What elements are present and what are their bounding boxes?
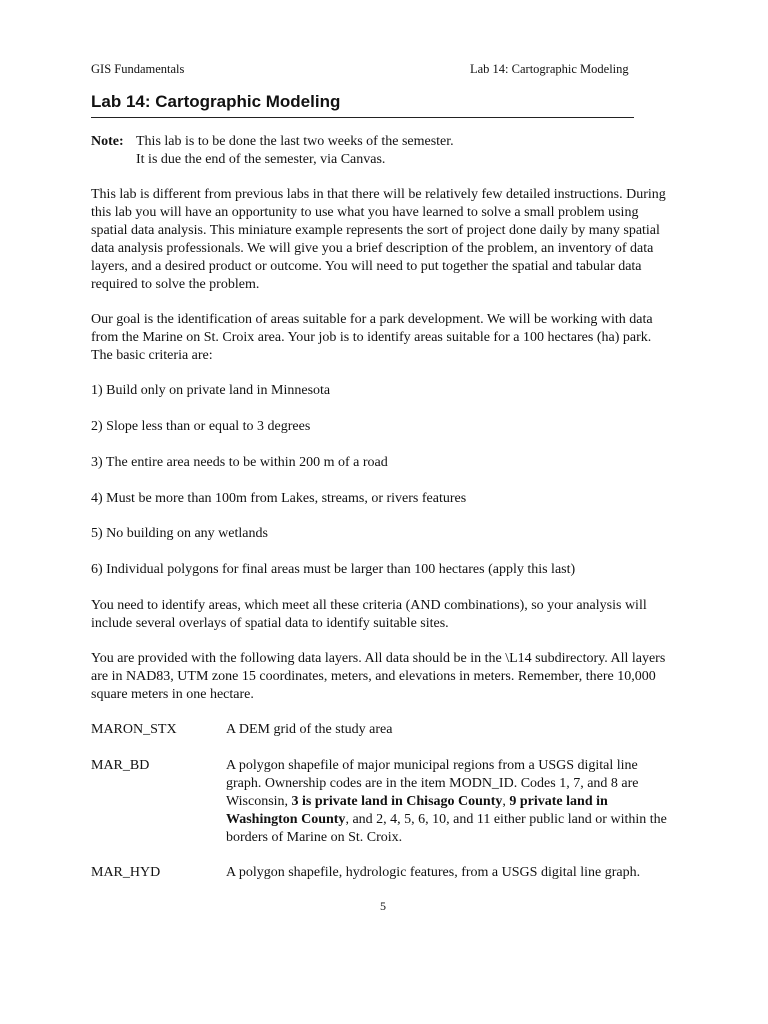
mar-bd-desc-part-e: , and 2, 4, 5, 6, 10, and 11 either public land or within the borders of Marine on St. Croix. [226, 812, 667, 845]
criterion-4: 4) Must be more than 100m from Lakes, streams, or rivers features [91, 491, 467, 506]
mar-bd-washington-highlight: 9 private land in Washington County [226, 794, 608, 827]
intro-paragraph: This lab is different from previous labs in that there will be relatively few detailed instructions. During this lab you will have an opportunity to use what you have learned to solve a small problem using spatial data analysis. This miniature example represents the sort of project done daily by many spatial data analysis professionals. We will give you a brief description of the problem, an inventory of data layers, and a desired product or outcome. You will need to put together the spatial and tabular data required to solve the problem. [91, 187, 666, 292]
mar-bd-desc-part-a: A polygon shapefile of major municipal regions from a USGS digital line graph. Ownership codes are in the item MODN_ID. Codes 1, 7, and 8 are Wisconsin, [226, 758, 639, 809]
criterion-3: 3) The entire area needs to be within 200 m of a road [91, 455, 388, 470]
running-header-right: Lab 14: Cartographic Modeling [470, 62, 629, 76]
note-line-2: It is due the end of the semester, via Canvas. [136, 152, 386, 167]
mar-bd-desc-part-c: , [502, 794, 510, 809]
layer-name-maron-stx: MARON_STX [91, 722, 177, 737]
layer-desc-maron-stx: A DEM grid of the study area [226, 722, 393, 737]
layer-name-mar-bd: MAR_BD [91, 758, 150, 773]
identify-paragraph: You need to identify areas, which meet all these criteria (AND combinations), so your analysis will include several overlays of spatial data to identify suitable sites. [91, 598, 647, 631]
criterion-2: 2) Slope less than or equal to 3 degrees [91, 419, 311, 434]
criterion-1: 1) Build only on private land in Minnesota [91, 383, 331, 398]
note-label: Note: [91, 134, 124, 149]
title-rule [91, 117, 634, 118]
layer-desc-mar-bd [226, 757, 676, 847]
goal-paragraph: Our goal is the identification of areas suitable for a park development. We will be working with data from the Marine on St. Croix area. Your job is to identify areas suitable for a 100 hectares (ha) park. The basic criteria are: [91, 312, 653, 363]
layer-name-mar-hyd: MAR_HYD [91, 865, 161, 880]
note-line-1: This lab is to be done the last two weeks of the semester. [136, 134, 454, 149]
layer-desc-mar-hyd: A polygon shapefile, hydrologic features, from a USGS digital line graph. [226, 865, 641, 880]
layers-intro-paragraph: You are provided with the following data layers. All data should be in the \L14 subdirectory. All layers are in NAD83, UTM zone 15 coordinates, meters, and elevations in meters. Remember, there 10,000 square meters in one hectare. [91, 651, 666, 702]
page-title: Lab 14: Cartographic Modeling [91, 92, 341, 111]
criterion-6: 6) Individual polygons for final areas must be larger than 100 hectares (apply this last) [91, 562, 576, 577]
criterion-5: 5) No building on any wetlands [91, 526, 268, 541]
running-header-left: GIS Fundamentals [91, 62, 185, 76]
page-number: 5 [380, 899, 386, 913]
mar-bd-chisago-highlight: 3 is private land in Chisago County [291, 794, 503, 809]
